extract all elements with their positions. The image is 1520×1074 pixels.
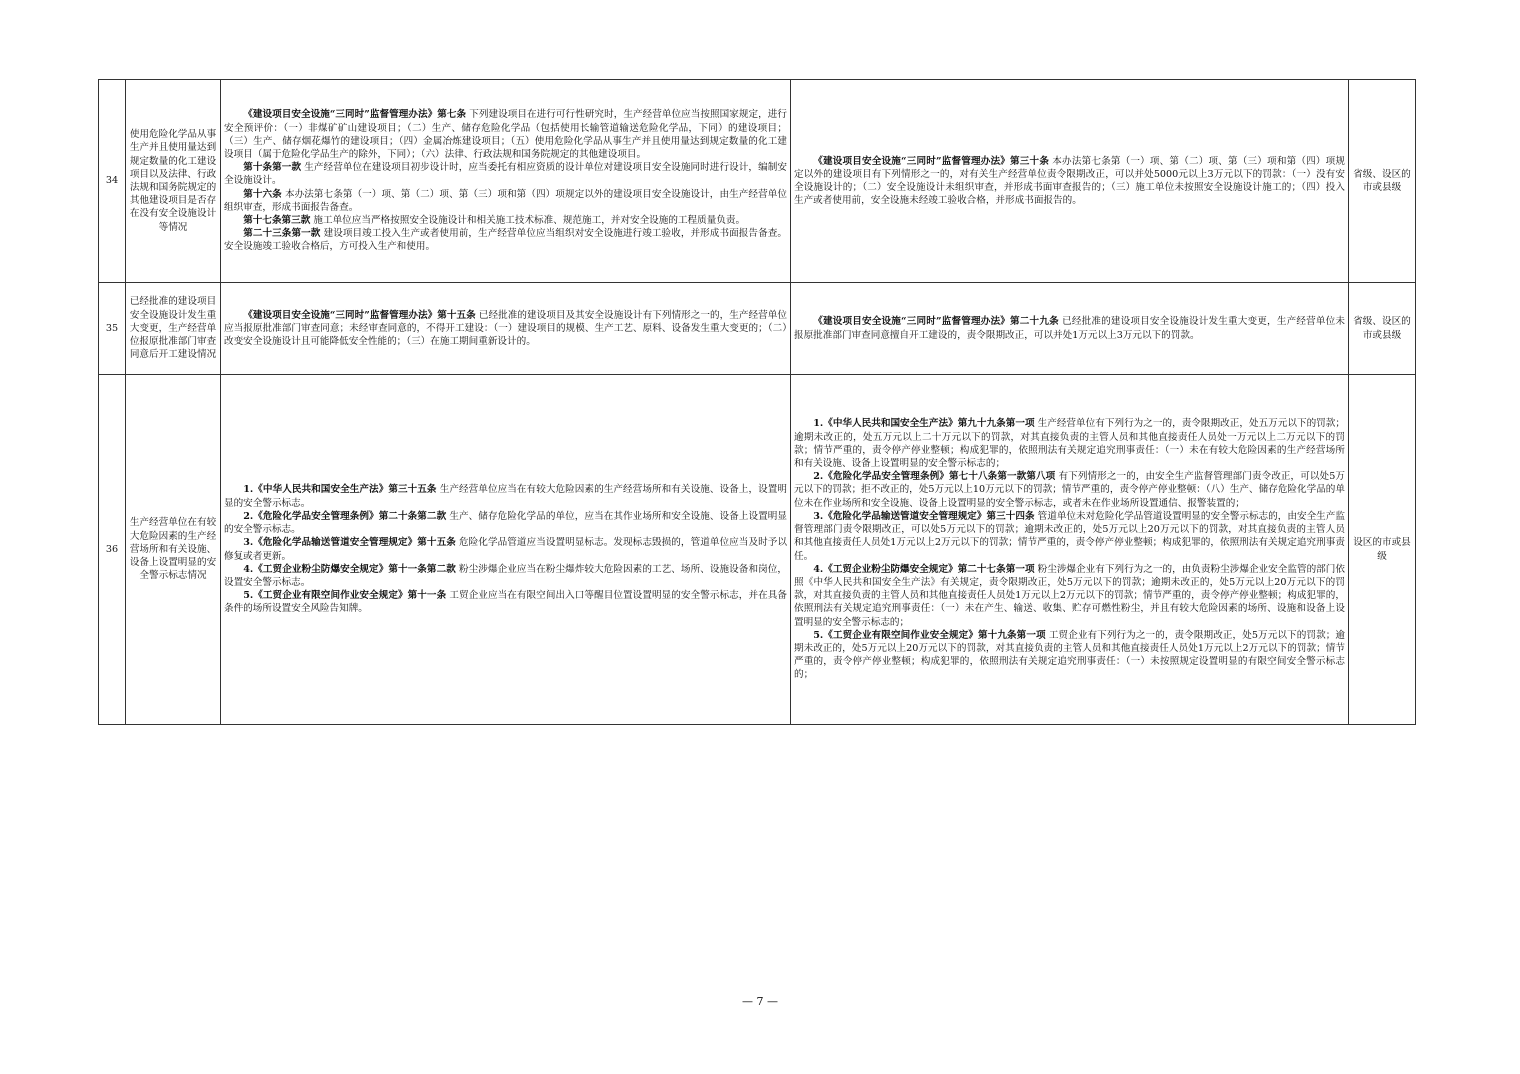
- legal-basis-clause: [224, 589, 787, 615]
- legal-basis-cell: [221, 375, 791, 725]
- clause-reference: 第十条第一款: [243, 162, 302, 174]
- clause-reference: 《建设项目安全设施“三同时”监督管理办法》第十五条: [243, 309, 476, 321]
- clause-text: 本办法第七条第（一）项、第（二）项、第（三）项和第（四）项规定以外的建设项目安全设施设计，由生产经营单位组织审查，形成书面报告备查。: [224, 188, 787, 213]
- clause-reference: 1.《中华人民共和国安全生产法》第三十五条: [243, 484, 437, 496]
- clause-reference: 5.《工贸企业有限空间作业安全规定》第十一条: [243, 590, 447, 602]
- row-number: 36: [99, 375, 126, 725]
- jurisdiction-level: 省级、设区的市或县级: [1349, 283, 1416, 375]
- legal-basis-clause: [224, 188, 787, 214]
- clause-reference: 《建设项目安全设施“三同时”监督管理办法》第二十九条: [813, 316, 1059, 328]
- clause-text: 危险化学品管道应当设置明显标志。发现标志毁损的，管道单位应当及时予以修复或者更新。: [224, 537, 788, 562]
- penalty-clause: [794, 315, 1345, 341]
- table-row: [99, 80, 1416, 283]
- jurisdiction-level: 省级、设区的市或县级: [1349, 80, 1416, 283]
- row-number: 35: [99, 283, 126, 375]
- page-number: — 7 —: [742, 995, 778, 1008]
- clause-reference: 3.《危险化学品输送管道安全管理规定》第十五条: [243, 537, 456, 549]
- legal-basis-clause: [224, 510, 787, 536]
- clause-reference: 4.《工贸企业粉尘防爆安全规定》第十一条第二款: [243, 563, 456, 575]
- penalty-clause: [794, 155, 1345, 208]
- table-row: [99, 283, 1416, 375]
- check-item: 生产经营单位在有较大危险因素的生产经营场所和有关设施、设备上设置明显的安全警示标志情况: [126, 375, 221, 725]
- clause-reference: 1.《中华人民共和国安全生产法》第九十九条第一项: [813, 418, 1035, 430]
- clause-reference: 《建设项目安全设施“三同时”监督管理办法》第七条: [243, 109, 467, 121]
- clause-text: 工贸企业有下列行为之一的，责令限期改正，处5万元以下的罚款；逾期未改正的，处5万元以上20万元以下的罚款，对其直接负责的主管人员和其他直接责任人员处1万元以上2万元以下的罚款；情节严重的，责令停产停业整顿；构成犯罪的，依照刑法有关规定追究刑事责任：（一）未按照规定设置明显的有限空间安全警示标志的；: [794, 629, 1345, 681]
- clause-text: 建设项目竣工投入生产或者使用前，生产经营单位应当组织对安全设施进行竣工验收，并形成书面报告备查。安全设施竣工验收合格后，方可投入生产和使用。: [224, 228, 787, 253]
- table-row: [99, 375, 1416, 725]
- inspection-table: [98, 79, 1416, 725]
- clause-text: 已经批准的建设项目安全设施设计发生重大变更，生产经营单位未报原批准部门审查同意擅自开工建设的，责令限期改正，可以并处1万元以上3万元以下的罚款。: [794, 316, 1345, 341]
- legal-basis-clause: [224, 161, 787, 187]
- clause-text: 工贸企业应当在有限空间出入口等醒目位置设置明显的安全警示标志，并在具备条件的场所设置安全风险告知牌。: [224, 590, 787, 615]
- penalty-basis-cell: [791, 80, 1349, 283]
- legal-basis-clause: [224, 227, 787, 253]
- check-item: 使用危险化学品从事生产并且使用量达到规定数量的化工建设项目以及法律、行政法规和国务院规定的其他建设项目是否存在没有安全设施设计等情况: [126, 80, 221, 283]
- clause-reference: 5.《工贸企业有限空间作业安全规定》第十九条第一项: [813, 629, 1046, 641]
- clause-text: 生产经营单位在建设项目初步设计时，应当委托有相应资质的设计单位对建设项目安全设施同时进行设计，编制安全设施设计。: [224, 162, 787, 187]
- row-number: 34: [99, 80, 126, 283]
- clause-text: 本办法第七条第（一）项、第（二）项、第（三）项和第（四）项规定以外的建设项目有下列情形之一的，对有关生产经营单位责令限期改正，可以并处5000元以上3万元以下的罚款：（一）没有安全设施设计的；（二）安全设施设计未组织审查，并形成书面审查报告的；（三）施工单位未按照安全设施设计施工的；（四）投入生产或者使用前，安全设施未经竣工验收合格，并形成书面报告的。: [794, 155, 1345, 207]
- clause-reference: 第十七条第三款: [243, 215, 311, 226]
- clause-text: 管道单位未对危险化学品管道设置明显的安全警示标志的，由安全生产监督管理部门责令限期改正，可以处5万元以下的罚款；逾期未改正的，处5万元以上20万元以下的罚款，对其直接负责的主管人员和其他直接责任人员处1万元以上2万元以下的罚款；情节严重的，责令停产停业整顿；构成犯罪的，依照刑法有关规定追究刑事责任。: [794, 510, 1345, 562]
- clause-text: 已经批准的建设项目及其安全设施设计有下列情形之一的，生产经营单位应当报原批准部门审查同意；未经审查同意的，不得开工建设：（一）建设项目的规模、生产工艺、原料、设备发生重大变更的；（二）改变安全设施设计且可能降低安全性能的；（三）在施工期间重新设计的。: [224, 309, 787, 348]
- penalty-clause: [794, 470, 1345, 510]
- legal-basis-clause: [224, 563, 787, 589]
- legal-basis-clause: [224, 309, 787, 349]
- penalty-clause: [794, 629, 1345, 682]
- jurisdiction-level: 设区的市或县级: [1349, 375, 1416, 725]
- legal-basis-cell: [221, 80, 791, 283]
- table-body: [99, 80, 1416, 725]
- penalty-clause: [794, 563, 1345, 629]
- clause-reference: 2.《危险化学品安全管理条例》第七十八条第一款第八项: [813, 471, 1056, 483]
- legal-basis-clause: [224, 483, 787, 509]
- penalty-clause: [794, 510, 1345, 563]
- check-item: 已经批准的建设项目安全设施设计发生重大变更，生产经营单位报原批准部门审查同意后开工建设情况: [126, 283, 221, 375]
- legal-basis-clause: [224, 536, 787, 562]
- clause-text: 粉尘涉爆企业有下列行为之一的，由负责粉尘涉爆企业安全监管的部门依照《中华人民共和国安全生产法》有关规定，责令限期改正，处5万元以下的罚款；逾期未改正的，处5万元以上20万元以下的罚款，对其直接负责的主管人员和其他直接责任人员处1万元以上2万元以下的罚款；情节严重的，责令停产停业整顿；构成犯罪的，依照刑法有关规定追究刑事责任：（一）未在产生、输送、收集、贮存可燃性粉尘，并且有较大危险因素的场所、设施和设备上设置明显的安全警示标志的；: [794, 563, 1345, 628]
- legal-basis-clause: [224, 214, 787, 227]
- clause-text: 施工单位应当严格按照安全设施设计和相关施工技术标准、规范施工，并对安全设施的工程质量负责。: [313, 215, 746, 226]
- clause-text: 有下列情形之一的，由安全生产监督管理部门责令改正，可以处5万元以下的罚款；拒不改正的，处5万元以上10万元以下的罚款；情节严重的，责令停产停业整顿：（八）生产、储存危险化学品的单位未在作业场所和安全设施、设备上设置明显的安全警示标志，或者未在作业场所设置通信、报警装置的；: [794, 471, 1345, 509]
- clause-reference: 《建设项目安全设施“三同时”监督管理办法》第三十条: [813, 155, 1050, 167]
- clause-text: 下列建设项目在进行可行性研究时，生产经营单位应当按照国家规定，进行安全预评价：（一）非煤矿矿山建设项目；（二）生产、储存危险化学品（包括使用长输管道输送危险化学品，下同）的建设项目；（三）生产、储存烟花爆竹的建设项目；（四）金属冶炼建设项目；（五）使用危险化学品从事生产并且使用量达到规定数量的化工建设项目（属于危险化学品生产的除外，下同）；（六）法律、行政法规和国务院规定的其他建设项目。: [224, 109, 787, 160]
- clause-reference: 3.《危险化学品输送管道安全管理规定》第三十四条: [813, 510, 1035, 522]
- clause-text: 生产经营单位有下列行为之一的，责令限期改正，处五万元以下的罚款；逾期未改正的，处五万元以上二十万元以下的罚款，对其直接负责的主管人员和其他直接责任人员处一万元以上二万元以下的罚款；情节严重的，责令停产停业整顿；构成犯罪的，依照刑法有关规定追究刑事责任：（一）未在有较大危险因素的生产经营场所和有关设施、设备上设置明显的安全警示标志的；: [794, 418, 1345, 470]
- clause-text: 生产、储存危险化学品的单位，应当在其作业场所和安全设施、设备上设置明显的安全警示标志。: [224, 510, 787, 536]
- clause-text: 粉尘涉爆企业应当在粉尘爆炸较大危险因素的工艺、场所、设施设备和岗位，设置安全警示标志。: [224, 563, 788, 588]
- clause-reference: 4.《工贸企业粉尘防爆安全规定》第二十七条第一项: [813, 563, 1035, 575]
- clause-text: 生产经营单位应当在有较大危险因素的生产经营场所和有关设施、设备上，设置明显的安全警示标志。: [224, 484, 788, 509]
- clause-reference: 第二十三条第一款: [243, 228, 321, 240]
- penalty-basis-cell: [791, 283, 1349, 375]
- legal-basis-cell: [221, 283, 791, 375]
- clause-reference: 2.《危险化学品安全管理条例》第二十条第二款: [243, 510, 447, 522]
- legal-basis-clause: [224, 108, 787, 161]
- penalty-clause: [794, 417, 1345, 470]
- penalty-basis-cell: [791, 375, 1349, 725]
- clause-reference: 第十六条: [243, 188, 282, 200]
